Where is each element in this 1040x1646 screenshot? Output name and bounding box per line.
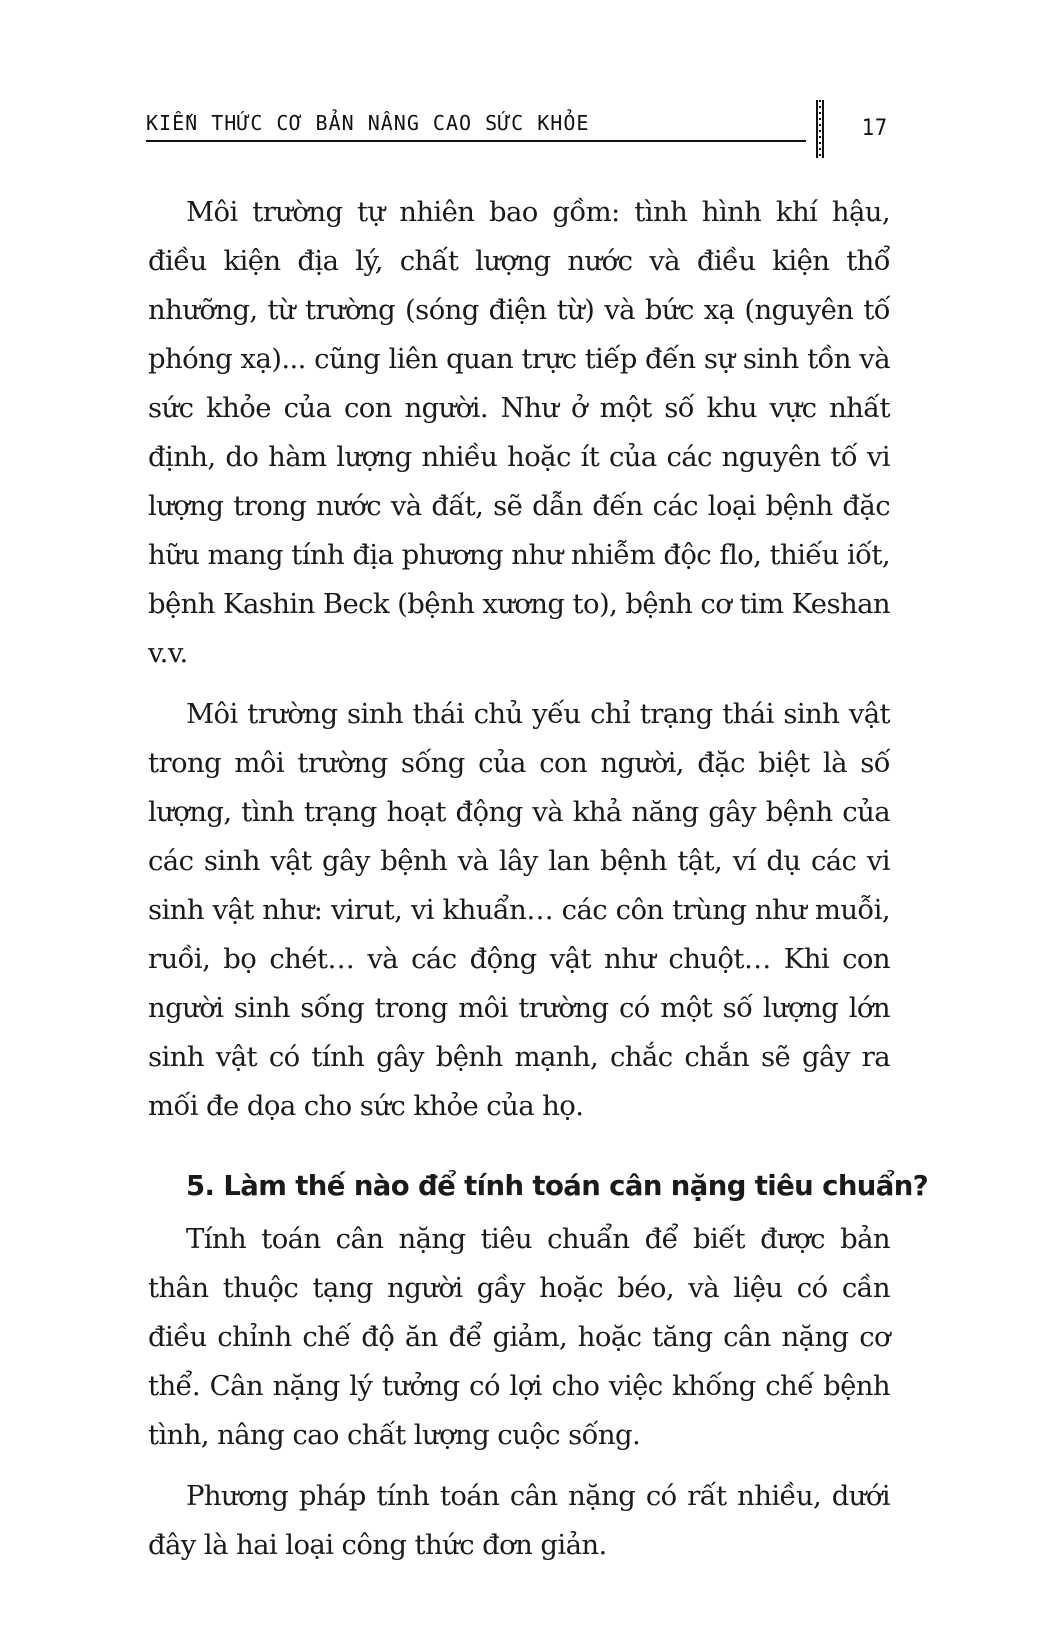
header-rule [146, 140, 806, 142]
paragraph-ecological-environment: Môi trường sinh thái chủ yếu chỉ trạng thái sinh vật trong môi trường sống của con người, đặc biệt là số lượng, tình trạng hoạt động và khả năng gây bệnh của các sinh vật gây bệnh và lây lan bệnh tật, ví dụ các vi sinh vật như: virut, vi khuẩn… các côn trùng như muỗi, ruồi, bọ chét… và các động vật như chuột… Khi con người sinh sống trong môi trường có một số lượng lớn sinh vật có tính gây bệnh mạnh, chắc chắn sẽ gây ra mối đe dọa cho sức khỏe của họ. [148, 698, 890, 1122]
running-title: KIẾN THỨC CƠ BẢN NÂNG CAO SỨC KHỎE [146, 111, 590, 135]
running-header [146, 103, 806, 143]
paragraph-natural-environment: Môi trường tự nhiên bao gồm: tình hình khí hậu, điều kiện địa lý, chất lượng nước và điều kiện thổ nhưỡng, từ trường (sóng điện từ) và bức xạ (nguyên tố phóng xạ)... cũng liên quan trực tiếp đến sự sinh tồn và sức khỏe của con người. Như ở một số khu vực nhất định, do hàm lượng nhiều hoặc ít của các nguyên tố vi lượng trong nước và đất, sẽ dẫn đến các loại bệnh đặc hữu mang tính địa phương như nhiễm độc flo, thiếu iốt, bệnh Kashin Beck (bệnh xương to), bệnh cơ tim Keshan v.v. [148, 196, 890, 669]
paragraph-standard-weight: Tính toán cân nặng tiêu chuẩn để biết được bản thân thuộc tạng người gầy hoặc béo, và liệu có cần điều chỉnh chế độ ăn để giảm, hoặc tăng cân nặng cơ thể. Cân nặng lý tưởng có lợi cho việc khống chế bệnh tình, nâng cao chất lượng cuộc sống. [148, 1223, 890, 1451]
paragraph-calculation-methods: Phương pháp tính toán cân nặng có rất nhiều, dưới đây là hai loại công thức đơn giản. [148, 1480, 890, 1561]
body-text [148, 188, 929, 1570]
page-number: 17 [862, 116, 888, 141]
header-ornament-divider [816, 100, 824, 158]
section-heading: 5. Làm thế nào để tính toán cân nặng tiêu chuẩn? [186, 1170, 929, 1202]
